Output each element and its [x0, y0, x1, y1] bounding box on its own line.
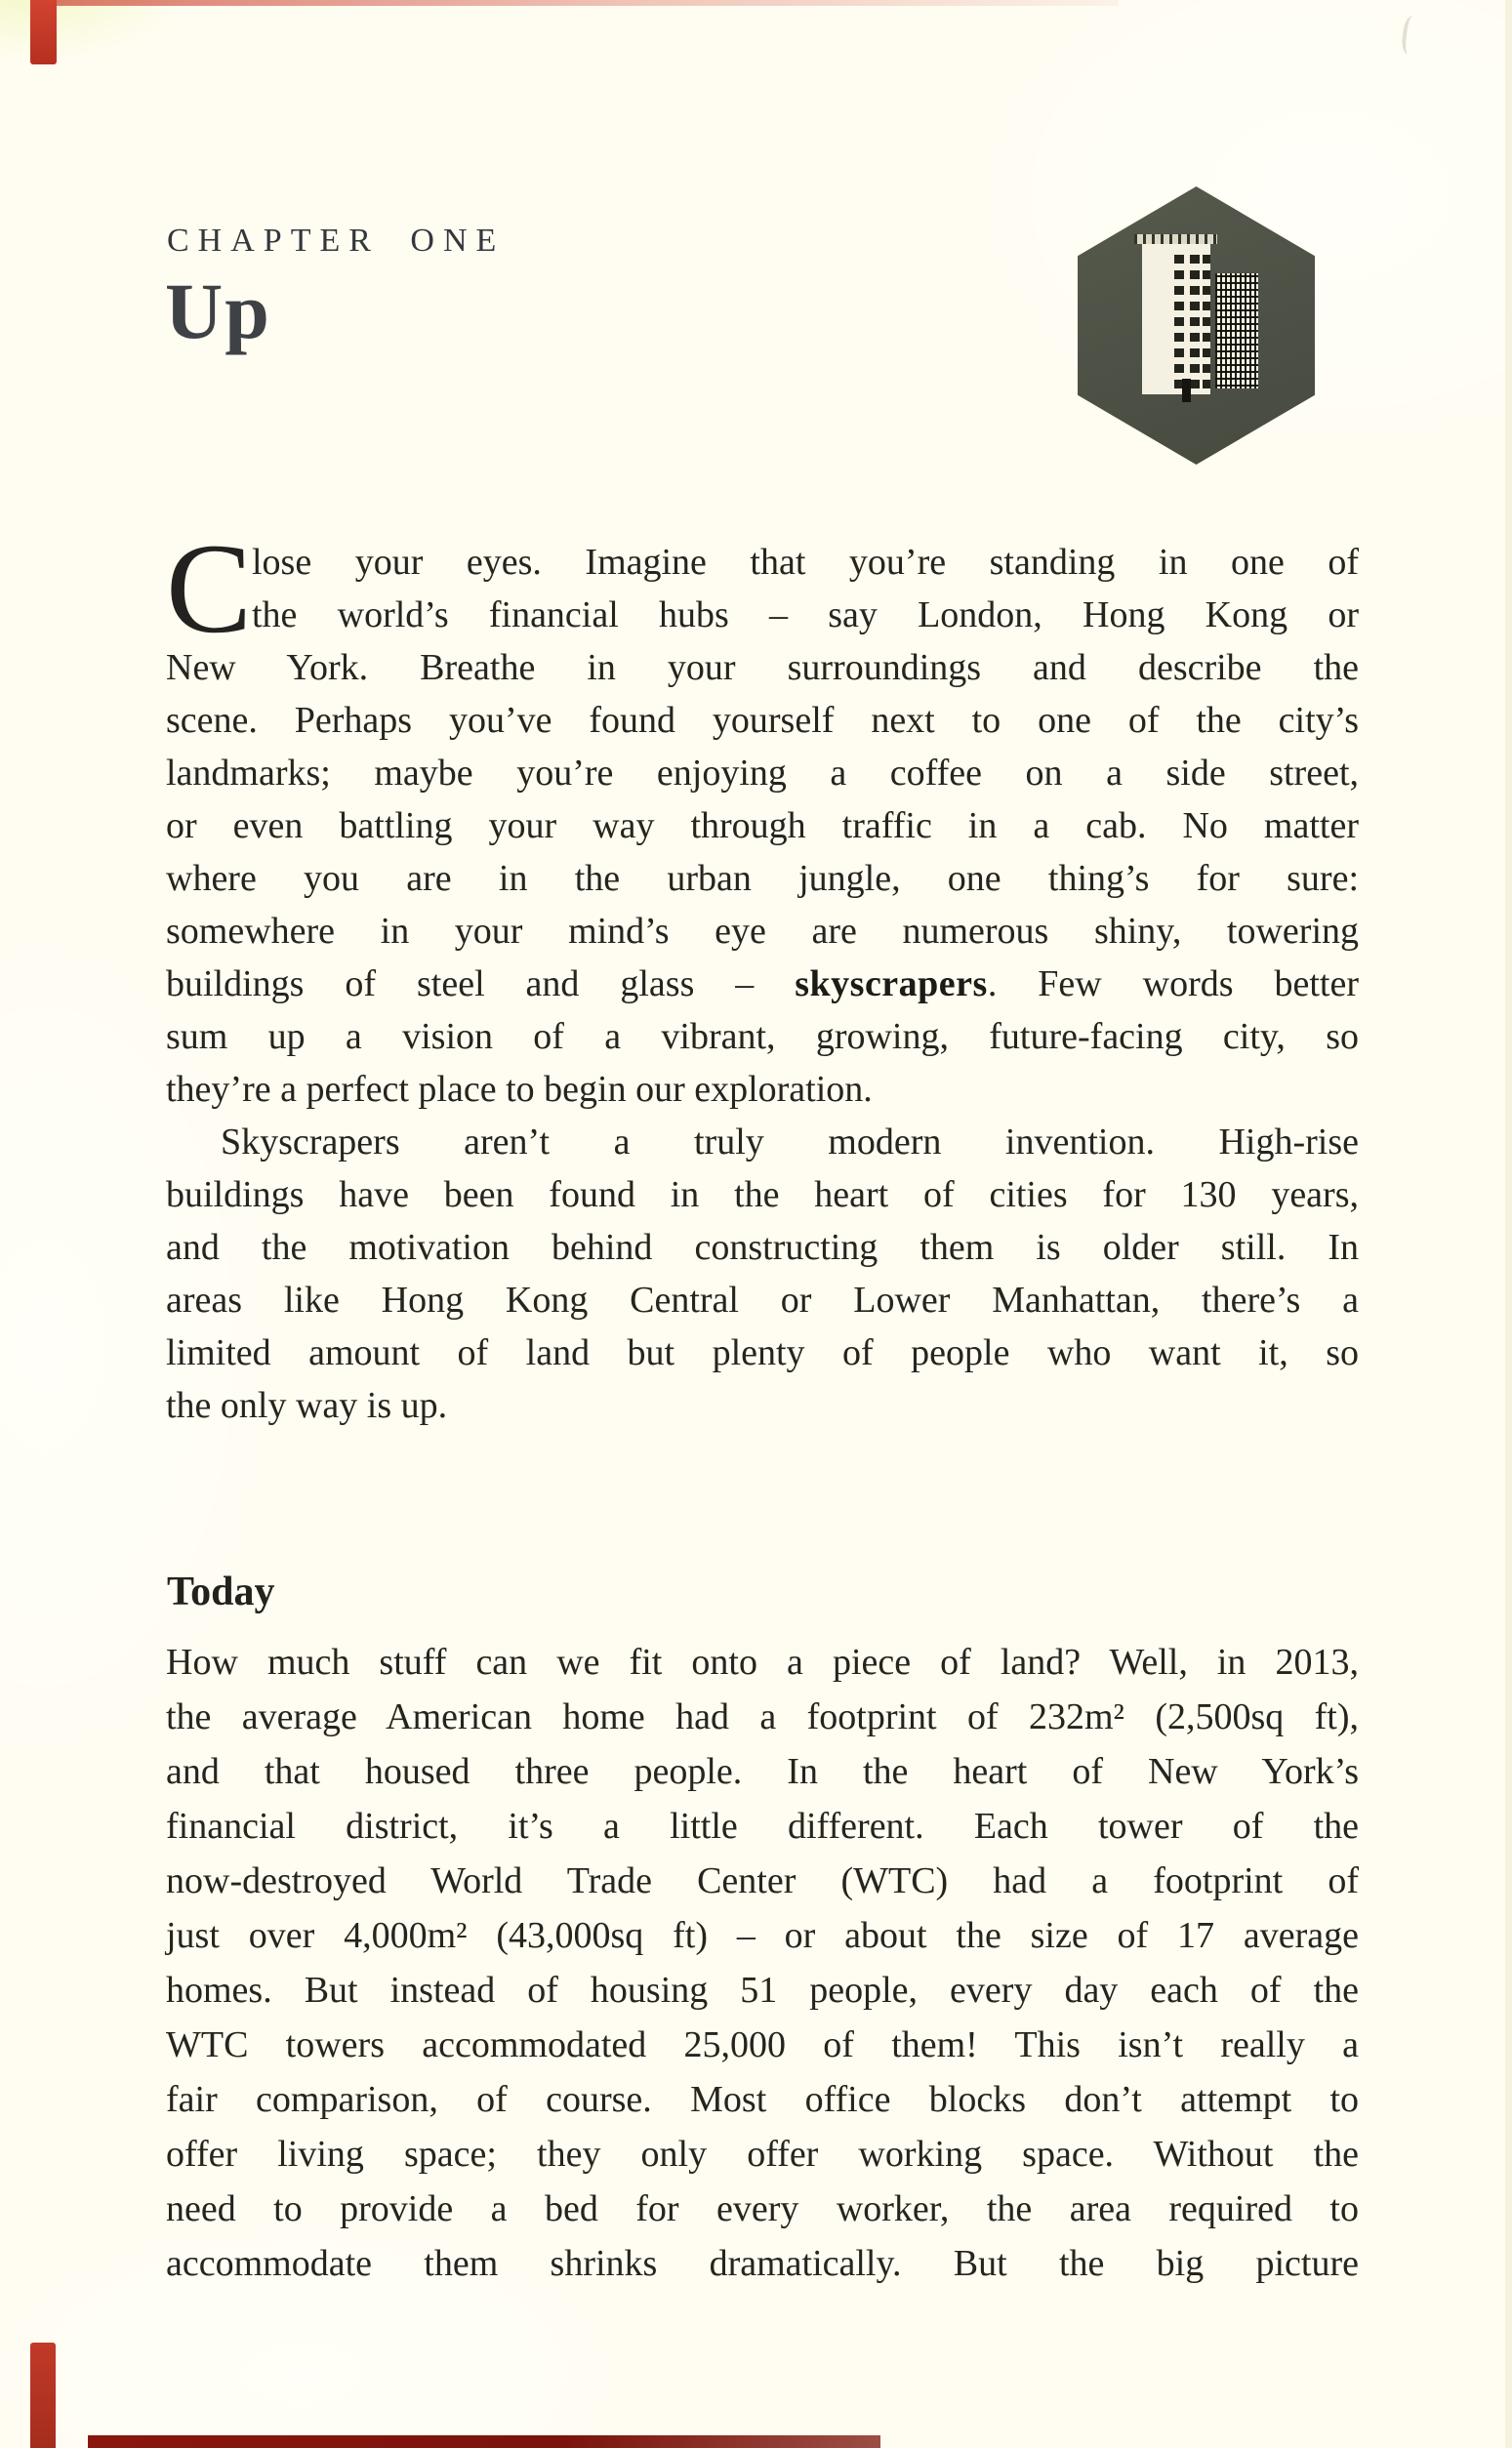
text-line: they’re a perfect place to begin our exploration.	[166, 1069, 873, 1110]
text-line: somewhere in your mind’s eye are numerous shiny, towering	[166, 911, 1359, 952]
body-text-column	[166, 516, 1359, 2291]
window-column	[1190, 250, 1200, 388]
text-line: where you are in the urban jungle, one thing’s for sure:	[166, 858, 1359, 899]
text-line: scene. Perhaps you’ve found yourself next to one of the city’s	[166, 700, 1359, 741]
text-line: offer living space; they only offer working space. Without the	[166, 2134, 1359, 2175]
text-line: landmarks; maybe you’re enjoying a coffee on a side street,	[166, 753, 1359, 794]
building-texture-strip	[1215, 273, 1258, 388]
building-base-notch	[1182, 379, 1191, 402]
text-line: homes. But instead of housing 51 people, every day each of the	[166, 1970, 1359, 2011]
text-line: and the motivation behind constructing them is older still. In	[166, 1227, 1359, 1268]
text-line: areas like Hong Kong Central or Lower Manhattan, there’s a	[166, 1280, 1359, 1321]
chapter-title: Up	[165, 266, 271, 355]
text-line: lose your eyes. Imagine that you’re standing in one of	[252, 542, 1359, 583]
skyscraper-icon	[1142, 244, 1210, 394]
building-cornice	[1134, 234, 1217, 244]
text-line: accommodate them shrinks dramatically. But the big picture	[166, 2243, 1359, 2284]
text-line: need to provide a bed for every worker, the area required to	[166, 2188, 1359, 2229]
text-line: now-destroyed World Trade Center (WTC) had a footprint of	[166, 1860, 1359, 1901]
scan-artifact-pencil-squiggle	[1401, 15, 1421, 56]
drop-cap: C	[166, 516, 253, 660]
text-line: buildings of steel and glass – skyscrapers. Few words better	[166, 963, 1359, 1004]
paragraph	[166, 516, 1359, 1116]
text-line: the world’s financial hubs – say London, Hong Kong or	[252, 594, 1359, 635]
text-line: How much stuff can we fit onto a piece of land? Well, in 2013,	[166, 1642, 1359, 1683]
section-heading: Today	[167, 1570, 275, 1614]
page-edge-shading	[1505, 0, 1512, 2448]
text-line: the only way is up.	[166, 1385, 448, 1426]
text-line: just over 4,000m² (43,000sq ft) – or about the size of 17 average	[166, 1915, 1359, 1956]
text-line: buildings have been found in the heart of cities for 130 years,	[166, 1174, 1359, 1215]
scan-artifact-red-bar-top-left	[30, 0, 57, 64]
window-column	[1203, 250, 1210, 388]
chapter-header	[165, 223, 506, 355]
text-line: fair comparison, of course. Most office blocks don’t attempt to	[166, 2079, 1359, 2120]
paragraph	[166, 1116, 1359, 1432]
scan-artifact-red-bar-bottom-left	[30, 2343, 56, 2448]
text-line: sum up a vision of a vibrant, growing, future-facing city, so	[166, 1016, 1359, 1057]
text-line: WTC towers accommodated 25,000 of them! This isn’t really a	[166, 2024, 1359, 2065]
text-line: or even battling your way through traffic in a cab. No matter	[166, 805, 1359, 846]
scan-artifact-red-top-edge-line	[30, 0, 1119, 6]
text-line: the average American home had a footprint of 232m² (2,500sq ft),	[166, 1696, 1359, 1737]
text-line: Skyscrapers aren’t a truly modern invention. High-rise	[221, 1122, 1359, 1163]
chapter-kicker: CHAPTER ONE	[167, 223, 506, 259]
text-line: and that housed three people. In the heart of New York’s	[166, 1751, 1359, 1792]
text-line: New York. Breathe in your surroundings and describe the	[166, 647, 1359, 688]
chapter-hexagon-icon	[1078, 186, 1315, 465]
paragraph	[166, 1635, 1359, 2291]
text-line: limited amount of land but plenty of people who want it, so	[166, 1332, 1359, 1373]
text-line: financial district, it’s a little different. Each tower of the	[166, 1806, 1359, 1847]
window-column	[1174, 250, 1184, 388]
scan-artifact-red-bottom-edge-strip	[88, 2435, 880, 2448]
